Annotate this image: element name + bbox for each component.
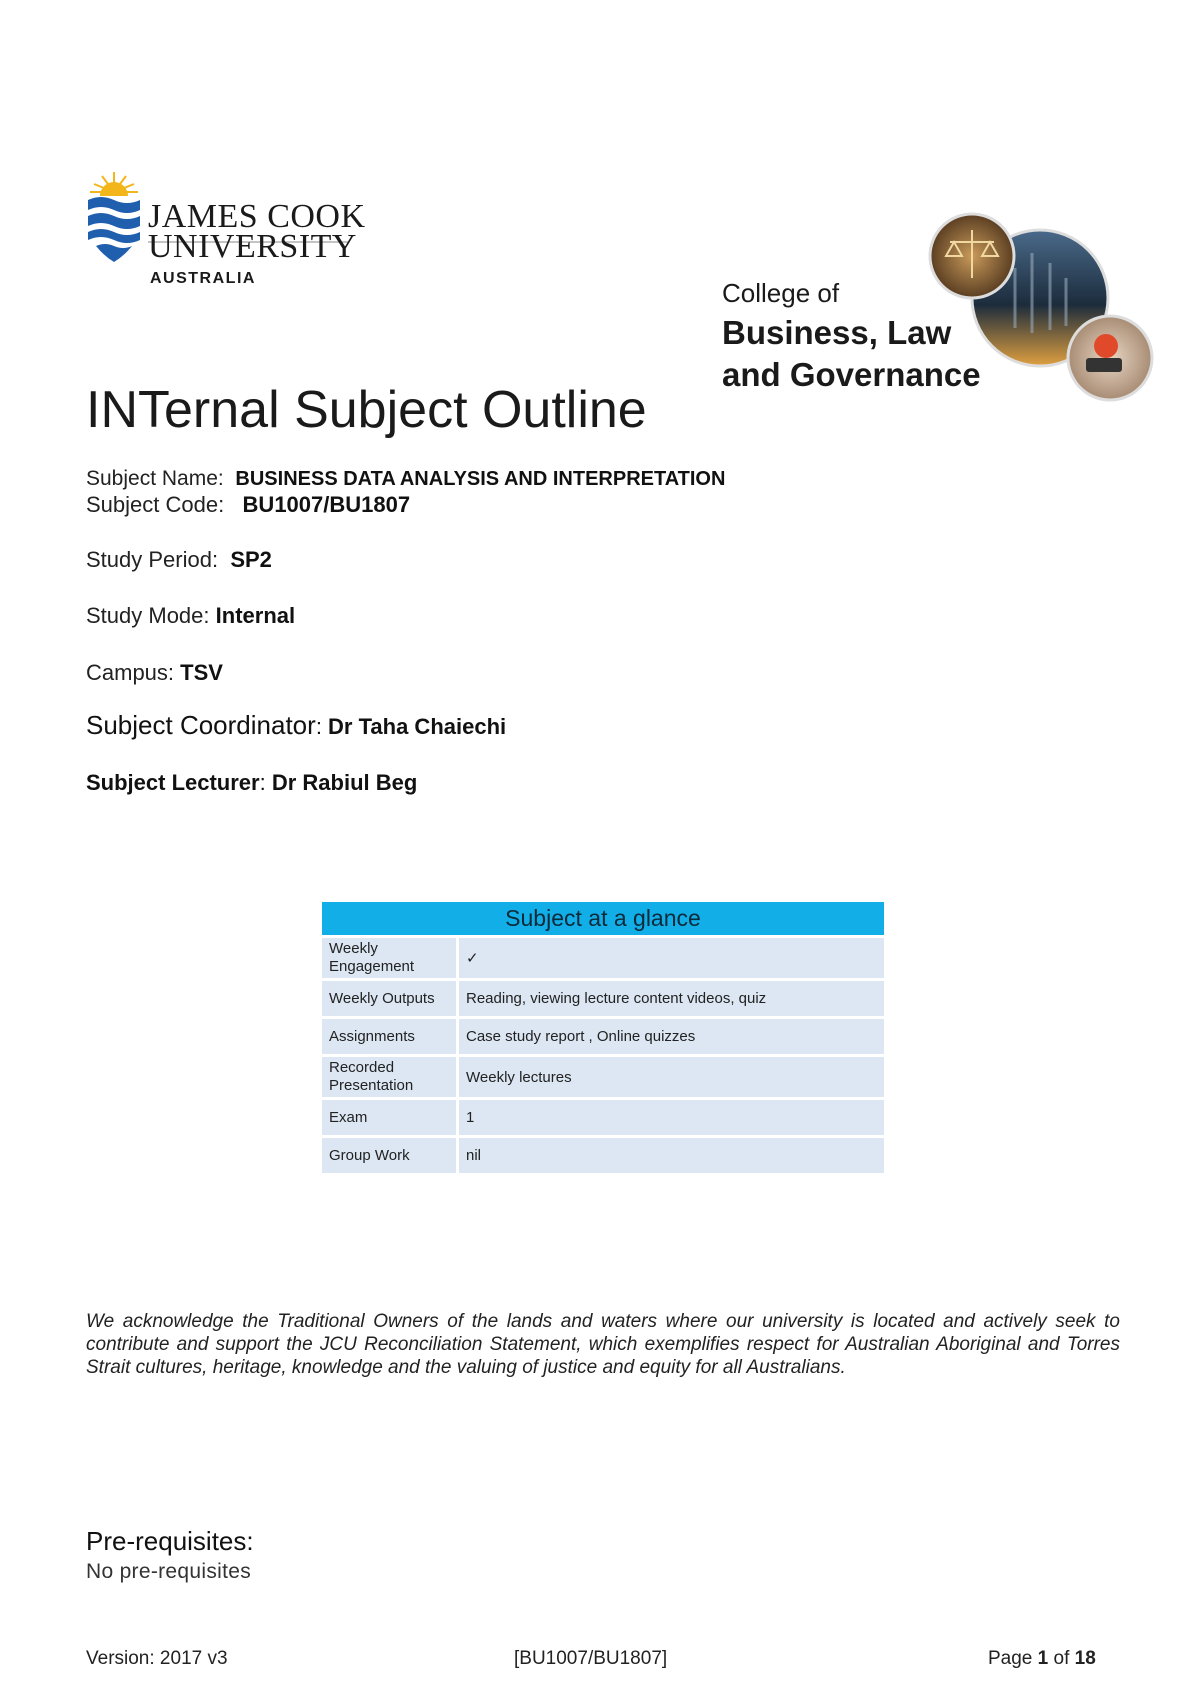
coordinator-value: Dr Taha Chaiechi bbox=[328, 714, 507, 739]
glance-value: Weekly lectures bbox=[458, 1056, 885, 1099]
page-total: 18 bbox=[1074, 1648, 1096, 1669]
subject-name-row bbox=[86, 467, 725, 491]
logo-wordmark-line1: JAMES COOK bbox=[148, 198, 366, 235]
college-photo-circles bbox=[920, 208, 1170, 418]
glance-key: Weekly Outputs bbox=[322, 980, 458, 1018]
lecturer-row: Subject Lecturer: Dr Rabiul Beg bbox=[86, 770, 418, 795]
subject-code-row bbox=[86, 492, 410, 518]
campus-value: TSV bbox=[180, 660, 223, 685]
study-period-label: Study Period: bbox=[86, 547, 219, 572]
prerequisites-heading: Pre-requisites: bbox=[86, 1526, 254, 1556]
study-period-row bbox=[86, 547, 272, 573]
page-label: Page bbox=[988, 1648, 1033, 1669]
glance-key: Recorded Presentation bbox=[322, 1056, 458, 1099]
subject-code-label: Subject Code: bbox=[86, 492, 225, 517]
study-mode-row bbox=[86, 603, 295, 629]
page-title: INTernal Subject Outline bbox=[86, 381, 647, 439]
study-mode-label: Study Mode: bbox=[86, 603, 210, 628]
study-mode-value: Internal bbox=[215, 603, 296, 628]
campus-row bbox=[86, 660, 223, 686]
lecturer-label: Subject Lecturer bbox=[86, 770, 260, 795]
glance-key: Assignments bbox=[322, 1018, 458, 1056]
glance-value: Case study report , Online quizzes bbox=[458, 1018, 885, 1056]
lecturer-value: Dr Rabiul Beg bbox=[271, 770, 418, 795]
table-row bbox=[322, 1099, 884, 1137]
logo-wordmark-line2: UNIVERSITY bbox=[148, 228, 357, 265]
table-row bbox=[322, 1137, 884, 1174]
subject-name-value: BUSINESS DATA ANALYSIS AND INTERPRETATION bbox=[235, 468, 726, 490]
footer-version: Version: 2017 v3 bbox=[86, 1648, 228, 1669]
table-row bbox=[322, 980, 884, 1018]
prerequisites-value: No pre-requisites bbox=[86, 1560, 251, 1583]
coordinator-row: Subject Coordinator: Dr Taha Chaiechi bbox=[86, 710, 507, 740]
subject-code-value: BU1007/BU1807 bbox=[242, 492, 411, 517]
table-row bbox=[322, 1018, 884, 1056]
acknowledgement-of-country: We acknowledge the Traditional Owners of the lands and waters where our university is located and actively seek to contribute and support the JCU Reconciliation Statement, which exemplifies respect for Australian Aboriginal and Torres Strait cultures, heritage, knowledge and the valuing of justice and equity for all Australians. bbox=[86, 1311, 1120, 1378]
glance-value: nil bbox=[458, 1137, 885, 1174]
subject-at-a-glance-table bbox=[322, 902, 884, 1173]
college-prefix: College of bbox=[722, 278, 840, 308]
subject-name-label: Subject Name: bbox=[86, 467, 224, 490]
glance-key: Exam bbox=[322, 1099, 458, 1137]
glance-value: Reading, viewing lecture content videos, quiz bbox=[458, 980, 885, 1018]
page-current: 1 bbox=[1037, 1648, 1049, 1669]
campus-label: Campus: bbox=[86, 660, 175, 685]
glance-key: Weekly Engagement bbox=[322, 937, 458, 980]
college-name-line2: and Governance bbox=[722, 356, 981, 393]
glance-value: ✓ bbox=[458, 937, 885, 980]
study-period-value: SP2 bbox=[230, 547, 272, 572]
glance-table-header: Subject at a glance bbox=[322, 902, 884, 937]
footer-page-number bbox=[988, 1648, 1096, 1670]
glance-value: 1 bbox=[458, 1099, 885, 1137]
logo-wordmark-line3: AUSTRALIA bbox=[150, 270, 256, 287]
page-of: of bbox=[1053, 1648, 1070, 1669]
footer-subject-code: [BU1007/BU1807] bbox=[514, 1648, 668, 1669]
table-row bbox=[322, 937, 884, 980]
college-name-line1: Business, Law bbox=[722, 314, 952, 351]
table-row bbox=[322, 1056, 884, 1099]
coordinator-label: Subject Coordinator bbox=[86, 710, 316, 740]
glance-key: Group Work bbox=[322, 1137, 458, 1174]
